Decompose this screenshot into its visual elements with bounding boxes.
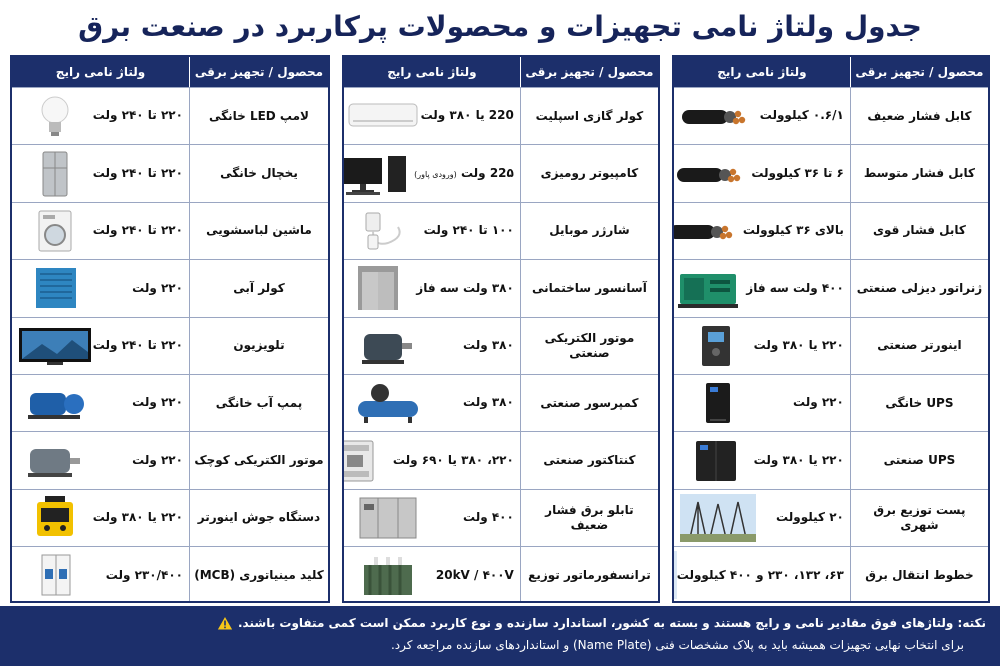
header-product: محصول / تجهیز برقی [850,57,988,87]
product-name: کابل فشار متوسط [850,145,988,201]
voltage-value-wrap [421,108,514,124]
voltage-cell [12,547,189,603]
product-name: کابل فشار ضعیف [850,88,988,144]
product-image [17,494,93,542]
voltage-cell [12,432,189,488]
voltage-value-wrap [793,395,844,411]
welding-machine-icon [17,494,93,542]
voltage-cell [674,547,850,603]
product-name: موتور الکتریکی صنعتی [520,318,658,374]
voltage-value-wrap [416,281,514,297]
split-ac-icon [345,92,421,140]
table-row [674,202,988,259]
voltage-value: ۲۰ کیلوولت [776,510,844,525]
table-row [12,259,328,316]
television-icon [17,322,93,370]
ups-icon [680,379,756,427]
voltage-value-wrap [743,223,844,239]
table-row [674,317,988,374]
product-image [680,494,756,542]
voltage-value-wrap [677,568,844,584]
voltage-value-wrap [93,223,183,239]
table-header [344,57,658,87]
elevator-icon [342,264,416,312]
product-image [678,437,754,485]
cable-icon [680,92,756,140]
evaporative-cooler-icon [18,264,94,312]
table-row [344,202,658,259]
table-row [344,489,658,546]
voltage-value: ۴۰۰ ولت سه فاز [746,280,844,295]
voltage-value: ۲۲۰ ولت [793,395,844,410]
electric-motor-icon [350,322,426,370]
product-name: تلویزیون [189,318,328,374]
table-row [12,374,328,431]
water-pump-icon [18,379,94,427]
product-image [678,322,754,370]
product-name: خطوط انتقال برق [850,547,988,603]
product-image [345,92,421,140]
voltage-value-wrap [751,166,844,182]
voltage-value: ۲۲۰ ولت [132,452,183,467]
product-image [18,264,94,312]
table-row [674,87,988,144]
product-name: اینورتر صنعتی [850,318,988,374]
voltage-cell [674,145,850,201]
voltage-cell [344,490,520,546]
voltage-value: ۲۲۰ ولت [132,280,183,295]
product-image [350,379,426,427]
voltage-cell [12,260,189,316]
washing-machine-icon [17,207,93,255]
product-image [680,379,756,427]
product-name: UPS خانگی [850,375,988,431]
mcb-breaker-icon [18,551,94,599]
product-image [18,551,94,599]
table-row [12,144,328,201]
voltage-value-wrap [93,108,183,124]
voltage-value: 22۵ ولت [460,165,514,180]
substation-icon [680,494,756,542]
product-name: UPS صنعتی [850,432,988,488]
footer-note [0,606,1000,666]
table-row [344,87,658,144]
product-name: تابلو برق فشار ضعیف [520,490,658,546]
product-image [18,379,94,427]
product-name: کامپیوتر رومیزی [520,145,658,201]
product-image [680,92,756,140]
table-row [12,202,328,259]
voltage-cell [344,432,520,488]
voltage-value-wrap [424,223,514,239]
voltage-value: ۲۳۰/۴۰۰ ولت [105,567,183,582]
voltage-value-wrap [754,453,844,469]
voltage-cell [344,203,520,259]
voltage-value: بالای ۳۶ کیلوولت [742,223,844,238]
voltage-value-wrap [393,453,514,469]
table-row [344,144,658,201]
product-name: کولر آبی [189,260,328,316]
product-image [675,150,751,198]
voltage-value: ۲۲۰، ۳۸۰ یا ۶۹۰ ولت [392,452,514,467]
product-name: موتور الکتریکی کوچک [189,432,328,488]
voltage-cell [674,432,850,488]
voltage-cell [674,88,850,144]
product-name: آسانسور ساختمانی [520,260,658,316]
table-3 [10,55,330,603]
product-image [350,322,426,370]
voltage-note: (ورودی پاور) [414,169,457,179]
voltage-cell [12,203,189,259]
voltage-value: ۳۸۰ ولت سه فاز [416,280,514,295]
table-row [344,546,658,603]
voltage-value: ۶ تا ۳۶ کیلوولت [751,165,844,180]
table-row [12,317,328,374]
product-name: پست توزیع برق شهری [850,490,988,546]
voltage-value: ۳۸۰ ولت [463,337,514,352]
product-image [348,207,424,255]
voltage-value-wrap [132,453,183,469]
product-image [17,92,93,140]
product-image [672,551,677,599]
voltage-value-wrap [414,166,514,182]
product-name: لامپ LED خانگی [189,88,328,144]
voltage-cell [12,375,189,431]
table-row [344,259,658,316]
header-product: محصول / تجهیز برقی [520,57,658,87]
voltage-value: ۲۲۰ تا ۲۴۰ ولت [92,223,183,238]
voltage-cell [674,260,850,316]
voltage-value-wrap [93,166,183,182]
voltage-value-wrap [93,338,183,354]
voltage-cell [674,203,850,259]
product-image [342,437,393,485]
voltage-value: 220 یا ۳۸۰ ولت [420,108,514,123]
table-header [12,57,328,87]
desktop-computer-icon [342,150,414,198]
ups-cabinet-icon [678,437,754,485]
product-name: کابل فشار قوی [850,203,988,259]
table-row [12,489,328,546]
table-row [344,374,658,431]
cable-icon [672,207,743,255]
voltage-tables [10,55,990,603]
product-name: ماشین لباسشویی [189,203,328,259]
voltage-cell [344,260,520,316]
product-name: کلید مینیاتوری (MCB) [189,547,328,603]
voltage-value: ۲۲۰ ولت [132,395,183,410]
voltage-value-wrap [132,281,183,297]
small-motor-icon [18,437,94,485]
table-1 [672,55,990,603]
voltage-cell [344,88,520,144]
product-name: پمپ آب خانگی [189,375,328,431]
table-row [344,431,658,488]
voltage-value: ۴۰۰ ولت [463,510,514,525]
product-image [342,150,414,198]
table-row [674,431,988,488]
compressor-icon [350,379,426,427]
voltage-value: ۳۸۰ ولت [463,395,514,410]
product-image [17,207,93,255]
header-voltage: ولتاژ نامی رایج [717,65,807,79]
voltage-cell [344,145,520,201]
voltage-value: 20kV / ۴۰۰V [435,567,514,582]
table-header [674,57,988,87]
header-voltage: ولتاژ نامی رایج [387,65,477,79]
voltage-value-wrap [746,281,844,297]
voltage-value-wrap [463,510,514,526]
product-name: ژنراتور دیزلی صنعتی [850,260,988,316]
table-row [12,546,328,603]
transformer-icon [350,551,426,599]
voltage-cell [344,318,520,374]
product-name: کمپرسور صنعتی [520,375,658,431]
voltage-value-wrap [754,338,844,354]
product-image [17,150,93,198]
table-row [344,317,658,374]
voltage-value: ۱۰۰ تا ۲۴۰ ولت [423,223,514,238]
voltage-value-wrap [760,108,844,124]
table-row [674,489,988,546]
table-row [674,144,988,201]
product-image [672,207,743,255]
table-row [674,546,988,603]
voltage-value-wrap [93,510,183,526]
voltage-cell [12,318,189,374]
product-image [672,264,746,312]
product-name: شارژر موبایل [520,203,658,259]
voltage-cell [12,88,189,144]
table-row [674,374,988,431]
voltage-cell [344,375,520,431]
voltage-value-wrap [463,395,514,411]
voltage-value: ۲۲۰ تا ۲۴۰ ولت [92,165,183,180]
voltage-cell [12,145,189,201]
voltage-value: ۲۲۰ یا ۳۸۰ ولت [92,510,183,525]
product-name: دستگاه جوش اینورتر [189,490,328,546]
voltage-value-wrap [106,568,183,584]
voltage-cell [674,318,850,374]
warning-icon [216,615,234,631]
product-image [350,551,426,599]
product-image [350,494,426,542]
led-bulb-icon [17,92,93,140]
header-voltage: ولتاژ نامی رایج [55,65,146,79]
voltage-cell [12,490,189,546]
inverter-icon [678,322,754,370]
note-line-1: نکته: ولتاژهای فوق مقادیر نامی و رایج هستند و بسته به کشور، استاندارد سازنده و نوع کاربرد ممکن است کمی متفاوت باشند. [238,616,986,630]
product-image [18,437,94,485]
voltage-value-wrap [776,510,844,526]
voltage-cell [674,375,850,431]
table-row [674,259,988,316]
product-image [342,264,416,312]
contactor-icon [342,437,393,485]
voltage-value: ۲۲۰ تا ۲۴۰ ولت [92,337,183,352]
cable-icon [675,150,751,198]
refrigerator-icon [17,150,93,198]
voltage-value: ۲۲۰ یا ۳۸۰ ولت [753,337,844,352]
voltage-value-wrap [436,568,514,584]
voltage-value: ۶۳، ۱۳۲، ۲۳۰ و ۴۰۰ کیلوولت [676,567,844,582]
product-image [17,322,93,370]
voltage-cell [344,547,520,603]
table-2 [342,55,660,603]
voltage-value: ۲۲۰ تا ۲۴۰ ولت [92,108,183,123]
table-row [12,87,328,144]
page-title: جدول ولتاژ نامی تجهیزات و محصولات پرکاربرد در صنعت برق [78,10,922,43]
voltage-value: ۰.۶/۱ کیلوولت [759,108,844,123]
table-row [12,431,328,488]
transmission-tower-icon [672,551,677,599]
header-product: محصول / تجهیز برقی [189,57,328,87]
voltage-value: ۲۲۰ یا ۳۸۰ ولت [753,452,844,467]
voltage-cell [674,490,850,546]
generator-icon [672,264,746,312]
voltage-value-wrap [463,338,514,354]
product-name: ترانسفورماتور توزیع [520,547,658,603]
product-name: یخچال خانگی [189,145,328,201]
switchboard-icon [350,494,426,542]
note-line-2: برای انتخاب نهایی تجهیزات همیشه باید به پلاک مشخصات فنی (Name Plate) و استانداردهای سازنده مراجعه کرد. [390,638,964,652]
phone-charger-icon [348,207,424,255]
product-name: کنتاکتور صنعتی [520,432,658,488]
voltage-value-wrap [132,395,183,411]
product-name: کولر گازی اسپلیت [520,88,658,144]
